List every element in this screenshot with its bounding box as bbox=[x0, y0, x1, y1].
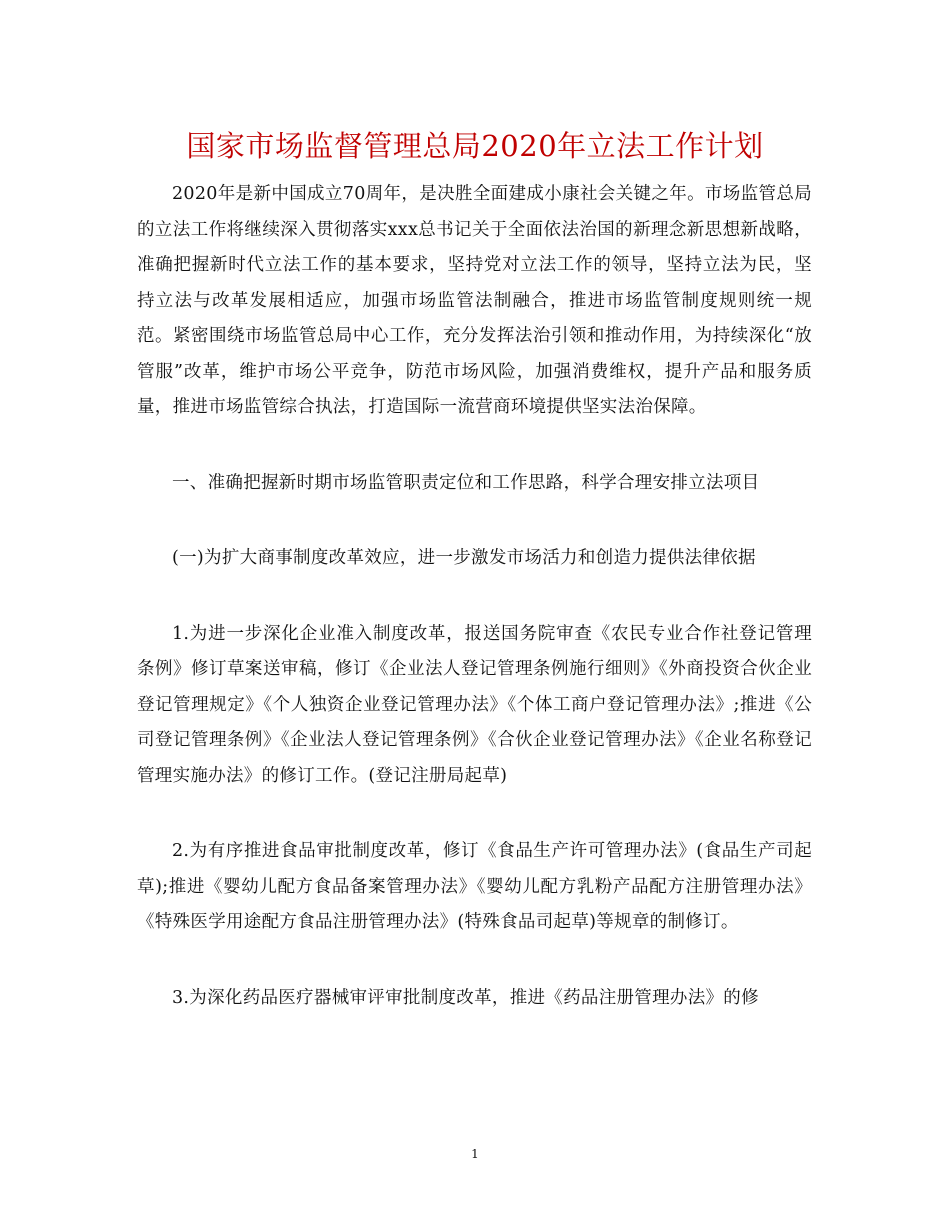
item-paragraph-3: 3.为深化药品医疗器械审评审批制度改革，推进《药品注册管理办法》的修 bbox=[172, 987, 759, 1008]
paragraph-gap bbox=[137, 501, 812, 541]
document-title: 国家市场监督管理总局2020年立法工作计划 bbox=[186, 129, 764, 163]
item-paragraph-1: 1.为进一步深化企业准入制度改革，报送国务院审查《农民专业合作社登记管理条例》修订草案送审稿，修订《企业法人登记管理条例施行细则》《外商投资合伙企业登记管理规定》《个人独资企业登记管理办法》《个体工商户登记管理办法》;推进《公司登记管理条例》《企业法人登记管理条例》《合伙企业登记管理办法》《企业名称登记管理实施办法》的修订工作。(登记注册局起草) bbox=[137, 623, 812, 786]
document-body bbox=[137, 177, 812, 1016]
section-heading-1: 一、准确把握新时期市场监管职责定位和工作思路，科学合理安排立法项目 bbox=[172, 472, 760, 493]
item-paragraph-2: 2.为有序推进食品审批制度改革，修订《食品生产许可管理办法》(食品生产司起草);推进《婴幼儿配方食品备案管理办法》《婴幼儿配方乳粉产品配方注册管理办法》《特殊医学用途配方食品注册管理办法》(特殊食品司起草)等规章的制修订。 bbox=[137, 841, 812, 932]
paragraph-gap bbox=[137, 426, 812, 466]
paragraph-gap bbox=[137, 577, 812, 617]
paragraph-gap bbox=[137, 941, 812, 981]
page-number: 1 bbox=[471, 1147, 479, 1161]
subsection-heading-1: (一)为扩大商事制度改革效应，进一步激发市场活力和创造力提供法律依据 bbox=[172, 548, 756, 568]
intro-paragraph: 2020年是新中国成立70周年，是决胜全面建成小康社会关键之年。市场监管总局的立法工作将继续深入贯彻落实xxx总书记关于全面依法治国的新理念新思想新战略，准确把握新时代立法工作的基本要求，坚持党对立法工作的领导，坚持立法为民，坚持立法与改革发展相适应，加强市场监管法制融合，推进市场监管制度规则统一规范。紧密围绕市场监管总局中心工作，充分发挥法治引领和推动作用，为持续深化“放管服”改革，维护市场公平竞争，防范市场风险，加强消费维权，提升产品和服务质量，推进市场监管综合执法，打造国际一流营商环境提供坚实法治保障。 bbox=[137, 184, 812, 417]
paragraph-gap bbox=[137, 794, 812, 834]
